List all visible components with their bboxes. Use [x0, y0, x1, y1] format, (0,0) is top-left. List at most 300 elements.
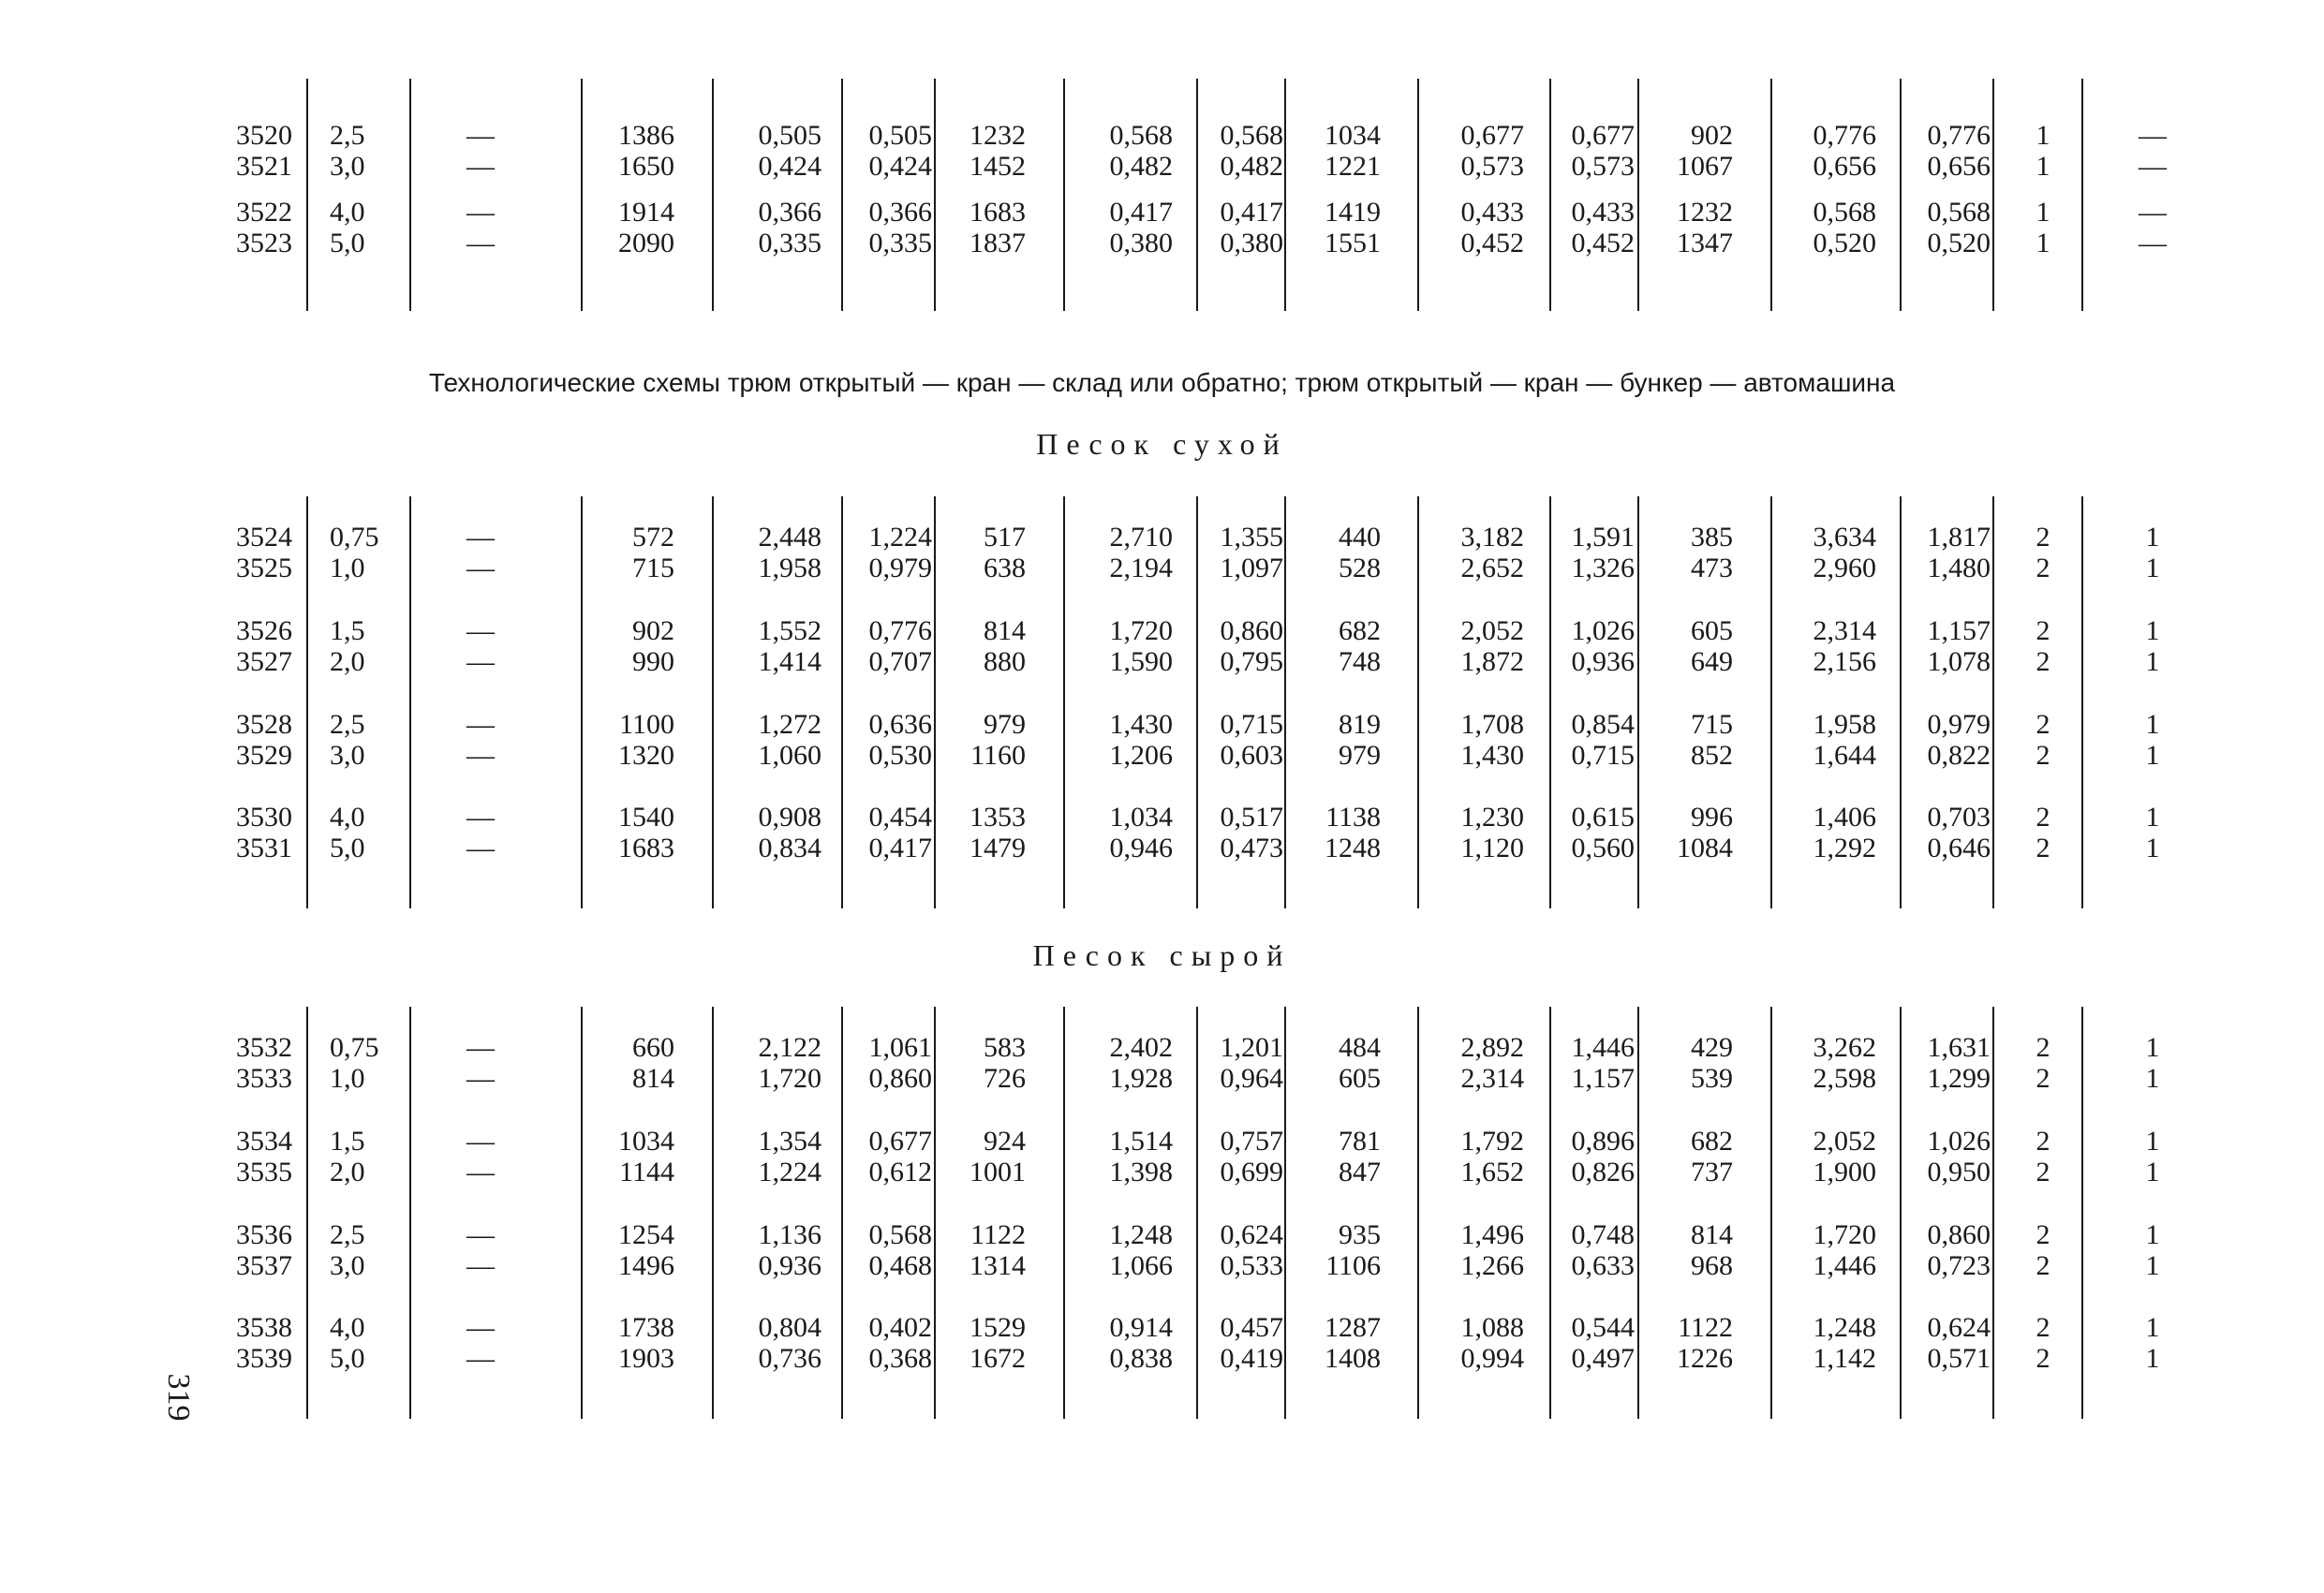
- cell-norm-c2: 1,026: [1571, 615, 1635, 646]
- cell-norm-b1: 1,514: [1109, 1126, 1173, 1157]
- cell-norm-b2: 1,097: [1220, 553, 1283, 583]
- table-row: [0, 832, 2324, 865]
- cell-norm-b1: 2,710: [1109, 522, 1173, 553]
- cell-output-a: 990: [632, 646, 674, 677]
- cell-depth-value: 3,0: [330, 740, 365, 771]
- table-row: [0, 1311, 2324, 1345]
- cell-dash-mark: —: [466, 615, 495, 646]
- cell-dash-mark: —: [466, 1250, 495, 1281]
- cell-output-d: 385: [1691, 522, 1733, 553]
- cell-depth-value: 1,0: [330, 1063, 365, 1094]
- cell-dash-mark: —: [466, 120, 495, 151]
- cell-aux-count: 1: [2145, 615, 2160, 646]
- cell-norm-a2: 0,424: [868, 151, 932, 182]
- cell-norm-a2: 0,366: [868, 197, 932, 228]
- cell-norm-a2: 0,468: [868, 1250, 932, 1281]
- cell-norm-d1: 0,776: [1813, 120, 1876, 151]
- cell-output-c: 1419: [1325, 197, 1381, 228]
- cell-output-d: 968: [1691, 1250, 1733, 1281]
- cell-output-b: 979: [984, 709, 1026, 740]
- cell-output-d: 1347: [1677, 228, 1733, 258]
- cell-norm-d2: 0,822: [1927, 740, 1991, 771]
- cell-output-d: 473: [1691, 553, 1733, 583]
- cell-crew-count: 2: [2035, 1312, 2050, 1343]
- cell-norm-b1: 1,720: [1109, 615, 1173, 646]
- cell-dash-mark: —: [466, 1219, 495, 1250]
- cell-norm-d1: 2,314: [1813, 615, 1876, 646]
- cell-norm-d2: 0,568: [1927, 197, 1991, 228]
- cell-norm-b2: 0,964: [1220, 1063, 1283, 1094]
- cell-output-d: 1067: [1677, 151, 1733, 182]
- cell-norm-b1: 1,248: [1109, 1219, 1173, 1250]
- cell-depth-value: 4,0: [330, 197, 365, 228]
- cell-output-d: 737: [1691, 1157, 1733, 1187]
- cell-output-c: 682: [1339, 615, 1381, 646]
- cell-norm-b2: 0,624: [1220, 1219, 1283, 1250]
- cell-aux-count: —: [2139, 197, 2167, 228]
- cell-output-c: 440: [1339, 522, 1381, 553]
- table-row: [0, 645, 2324, 679]
- cell-norm-d1: 1,248: [1813, 1312, 1876, 1343]
- cell-output-b: 1672: [970, 1343, 1026, 1374]
- cell-norm-d2: 0,776: [1927, 120, 1991, 151]
- cell-output-c: 528: [1339, 553, 1381, 583]
- cell-row-number: 3538: [236, 1312, 292, 1343]
- cell-norm-d1: 1,958: [1813, 709, 1876, 740]
- cell-norm-d2: 1,157: [1927, 615, 1991, 646]
- cell-output-c: 1221: [1325, 151, 1381, 182]
- column-rule: [306, 79, 308, 311]
- cell-norm-a1: 0,834: [758, 833, 822, 863]
- cell-crew-count: 2: [2035, 522, 2050, 553]
- cell-row-number: 3532: [236, 1032, 292, 1063]
- cell-norm-a2: 0,417: [868, 833, 932, 863]
- cell-output-b: 814: [984, 615, 1026, 646]
- cell-output-d: 429: [1691, 1032, 1733, 1063]
- cell-norm-d1: 2,052: [1813, 1126, 1876, 1157]
- cell-output-b: 880: [984, 646, 1026, 677]
- column-rule: [1284, 79, 1286, 311]
- table-row: [0, 552, 2324, 585]
- column-rule: [1992, 79, 1994, 311]
- cell-output-d: 539: [1691, 1063, 1733, 1094]
- cell-norm-c1: 1,088: [1460, 1312, 1524, 1343]
- cell-norm-d1: 0,656: [1813, 151, 1876, 182]
- cell-crew-count: 2: [2035, 615, 2050, 646]
- cell-norm-c1: 1,266: [1460, 1250, 1524, 1281]
- cell-aux-count: 1: [2145, 833, 2160, 863]
- cell-norm-a1: 1,552: [758, 615, 822, 646]
- cell-norm-d2: 0,624: [1927, 1312, 1991, 1343]
- cell-output-b: 924: [984, 1126, 1026, 1157]
- cell-norm-a2: 0,979: [868, 553, 932, 583]
- cell-aux-count: 1: [2145, 1032, 2160, 1063]
- page-number: 319: [161, 1373, 196, 1422]
- cell-norm-b1: 1,206: [1109, 740, 1173, 771]
- cell-output-c: 748: [1339, 646, 1381, 677]
- cell-output-b: 517: [984, 522, 1026, 553]
- cell-norm-a1: 0,804: [758, 1312, 822, 1343]
- column-rule: [1063, 79, 1065, 311]
- cell-norm-b2: 0,715: [1220, 709, 1283, 740]
- cell-output-a: 2090: [618, 228, 674, 258]
- cell-norm-c1: 2,314: [1460, 1063, 1524, 1094]
- table-row: [0, 739, 2324, 773]
- cell-norm-d2: 0,656: [1927, 151, 1991, 182]
- cell-norm-a1: 1,354: [758, 1126, 822, 1157]
- cell-output-c: 819: [1339, 709, 1381, 740]
- cell-depth-value: 2,0: [330, 1157, 365, 1187]
- cell-norm-b2: 0,533: [1220, 1250, 1283, 1281]
- cell-dash-mark: —: [466, 553, 495, 583]
- cell-output-b: 638: [984, 553, 1026, 583]
- cell-depth-value: 2,5: [330, 120, 365, 151]
- cell-norm-c2: 0,854: [1571, 709, 1635, 740]
- cell-depth-value: 0,75: [330, 1032, 379, 1063]
- cell-norm-b2: 0,380: [1220, 228, 1283, 258]
- cell-aux-count: 1: [2145, 522, 2160, 553]
- cell-output-c: 1287: [1325, 1312, 1381, 1343]
- cell-dash-mark: —: [466, 1063, 495, 1094]
- table-row: [0, 1156, 2324, 1189]
- cell-output-c: 1551: [1325, 228, 1381, 258]
- cell-norm-c2: 0,715: [1571, 740, 1635, 771]
- cell-aux-count: 1: [2145, 709, 2160, 740]
- cell-crew-count: 1: [2035, 228, 2050, 258]
- cell-norm-a1: 1,414: [758, 646, 822, 677]
- cell-aux-count: 1: [2145, 1343, 2160, 1374]
- cell-output-c: 1248: [1325, 833, 1381, 863]
- cell-output-a: 660: [632, 1032, 674, 1063]
- cell-depth-value: 5,0: [330, 1343, 365, 1374]
- cell-norm-b1: 0,568: [1109, 120, 1173, 151]
- cell-row-number: 3530: [236, 802, 292, 833]
- cell-depth-value: 3,0: [330, 151, 365, 182]
- cell-norm-d2: 1,299: [1927, 1063, 1991, 1094]
- cell-output-b: 1232: [970, 120, 1026, 151]
- table-row: [0, 614, 2324, 648]
- cell-row-number: 3522: [236, 197, 292, 228]
- column-rule: [409, 79, 411, 311]
- cell-norm-c2: 0,544: [1571, 1312, 1635, 1343]
- cell-aux-count: —: [2139, 120, 2167, 151]
- cell-row-number: 3529: [236, 740, 292, 771]
- cell-output-d: 852: [1691, 740, 1733, 771]
- cell-output-a: 1320: [618, 740, 674, 771]
- cell-output-a: 1738: [618, 1312, 674, 1343]
- cell-dash-mark: —: [466, 1157, 495, 1187]
- cell-aux-count: 1: [2145, 1312, 2160, 1343]
- cell-aux-count: 1: [2145, 646, 2160, 677]
- cell-norm-d2: 1,817: [1927, 522, 1991, 553]
- cell-norm-d1: 2,598: [1813, 1063, 1876, 1094]
- cell-norm-b2: 0,568: [1220, 120, 1283, 151]
- cell-aux-count: 1: [2145, 740, 2160, 771]
- cell-output-b: 1353: [970, 802, 1026, 833]
- cell-depth-value: 2,5: [330, 709, 365, 740]
- cell-norm-c1: 2,052: [1460, 615, 1524, 646]
- cell-aux-count: 1: [2145, 553, 2160, 583]
- cell-output-d: 605: [1691, 615, 1733, 646]
- column-rule: [1770, 79, 1772, 311]
- cell-norm-b2: 0,757: [1220, 1126, 1283, 1157]
- cell-norm-d2: 1,078: [1927, 646, 1991, 677]
- cell-norm-d1: 1,900: [1813, 1157, 1876, 1187]
- cell-norm-a2: 0,860: [868, 1063, 932, 1094]
- cell-row-number: 3526: [236, 615, 292, 646]
- cell-norm-a1: 2,448: [758, 522, 822, 553]
- cell-norm-b2: 0,473: [1220, 833, 1283, 863]
- cell-norm-d2: 0,571: [1927, 1343, 1991, 1374]
- cell-crew-count: 1: [2035, 120, 2050, 151]
- cell-norm-b2: 0,457: [1220, 1312, 1283, 1343]
- cell-norm-c2: 0,452: [1571, 228, 1635, 258]
- cell-norm-b1: 1,066: [1109, 1250, 1173, 1281]
- cell-norm-a1: 1,136: [758, 1219, 822, 1250]
- cell-norm-c2: 0,573: [1571, 151, 1635, 182]
- cell-norm-b2: 0,603: [1220, 740, 1283, 771]
- table-row: [0, 1062, 2324, 1096]
- cell-output-a: 1144: [619, 1157, 674, 1187]
- cell-norm-c1: 0,573: [1460, 151, 1524, 182]
- cell-norm-d1: 1,446: [1813, 1250, 1876, 1281]
- cell-row-number: 3520: [236, 120, 292, 151]
- cell-depth-value: 0,75: [330, 522, 379, 553]
- table-row: [0, 150, 2324, 184]
- cell-dash-mark: —: [466, 646, 495, 677]
- cell-output-b: 726: [984, 1063, 1026, 1094]
- cell-norm-a2: 0,636: [868, 709, 932, 740]
- cell-norm-c1: 2,892: [1460, 1032, 1524, 1063]
- cell-norm-b1: 1,928: [1109, 1063, 1173, 1094]
- table-row: [0, 1031, 2324, 1065]
- cell-dash-mark: —: [466, 802, 495, 833]
- cell-output-b: 1122: [970, 1219, 1026, 1250]
- cell-output-a: 1540: [618, 802, 674, 833]
- cell-norm-a2: 0,707: [868, 646, 932, 677]
- cell-dash-mark: —: [466, 709, 495, 740]
- cell-norm-c2: 0,560: [1571, 833, 1635, 863]
- cell-norm-a2: 1,061: [868, 1032, 932, 1063]
- cell-norm-a1: 1,720: [758, 1063, 822, 1094]
- cell-dash-mark: —: [466, 197, 495, 228]
- cell-norm-c1: 1,430: [1460, 740, 1524, 771]
- column-rule: [2081, 79, 2083, 311]
- cell-norm-c1: 2,652: [1460, 553, 1524, 583]
- cell-crew-count: 2: [2035, 646, 2050, 677]
- cell-row-number: 3523: [236, 228, 292, 258]
- cell-norm-b1: 0,417: [1109, 197, 1173, 228]
- cell-norm-d2: 0,950: [1927, 1157, 1991, 1187]
- cell-crew-count: 2: [2035, 1219, 2050, 1250]
- cell-output-a: 1914: [618, 197, 674, 228]
- cell-dash-mark: —: [466, 228, 495, 258]
- cell-norm-a1: 0,505: [758, 120, 822, 151]
- cell-aux-count: 1: [2145, 1250, 2160, 1281]
- column-rule: [712, 79, 714, 311]
- cell-crew-count: 2: [2035, 1126, 2050, 1157]
- cell-norm-c1: 0,433: [1460, 197, 1524, 228]
- cell-crew-count: 2: [2035, 802, 2050, 833]
- cell-norm-c2: 0,748: [1571, 1219, 1635, 1250]
- cell-norm-c1: 1,792: [1460, 1126, 1524, 1157]
- cell-norm-a2: 0,335: [868, 228, 932, 258]
- cell-norm-a1: 0,366: [758, 197, 822, 228]
- cell-norm-a2: 0,402: [868, 1312, 932, 1343]
- cell-depth-value: 1,5: [330, 615, 365, 646]
- cell-crew-count: 2: [2035, 740, 2050, 771]
- cell-output-a: 1034: [618, 1126, 674, 1157]
- cell-norm-c2: 0,677: [1571, 120, 1635, 151]
- cell-row-number: 3534: [236, 1126, 292, 1157]
- cell-norm-c2: 0,433: [1571, 197, 1635, 228]
- cell-norm-d1: 1,292: [1813, 833, 1876, 863]
- cell-output-a: 715: [632, 553, 674, 583]
- cell-norm-a1: 1,272: [758, 709, 822, 740]
- cell-norm-b1: 1,590: [1109, 646, 1173, 677]
- cell-norm-c2: 1,446: [1571, 1032, 1635, 1063]
- cell-output-d: 1084: [1677, 833, 1733, 863]
- cell-output-d: 996: [1691, 802, 1733, 833]
- cell-norm-a1: 0,335: [758, 228, 822, 258]
- cell-norm-a1: 2,122: [758, 1032, 822, 1063]
- cell-norm-a2: 0,612: [868, 1157, 932, 1187]
- cell-dash-mark: —: [466, 1032, 495, 1063]
- cell-norm-b2: 0,419: [1220, 1343, 1283, 1374]
- cell-output-c: 935: [1339, 1219, 1381, 1250]
- cell-dash-mark: —: [466, 151, 495, 182]
- cell-output-d: 1226: [1677, 1343, 1733, 1374]
- cell-norm-a2: 0,454: [868, 802, 932, 833]
- cell-crew-count: 2: [2035, 1157, 2050, 1187]
- cell-norm-b1: 1,034: [1109, 802, 1173, 833]
- column-rule: [1637, 79, 1639, 311]
- cell-output-d: 814: [1691, 1219, 1733, 1250]
- cell-norm-d2: 0,979: [1927, 709, 1991, 740]
- cell-norm-c1: 3,182: [1460, 522, 1524, 553]
- cell-row-number: 3528: [236, 709, 292, 740]
- table-row: [0, 708, 2324, 742]
- table-row: [0, 1342, 2324, 1376]
- cell-norm-a2: 0,568: [868, 1219, 932, 1250]
- cell-aux-count: —: [2139, 228, 2167, 258]
- cell-aux-count: 1: [2145, 1219, 2160, 1250]
- cell-norm-b1: 0,946: [1109, 833, 1173, 863]
- cell-norm-c2: 0,615: [1571, 802, 1635, 833]
- cell-output-d: 902: [1691, 120, 1733, 151]
- cell-norm-a1: 0,424: [758, 151, 822, 182]
- cell-dash-mark: —: [466, 833, 495, 863]
- section-heading-wet-sand: Песок сырой: [1032, 938, 1292, 972]
- cell-output-d: 1232: [1677, 197, 1733, 228]
- cell-norm-b1: 0,838: [1109, 1343, 1173, 1374]
- cell-row-number: 3536: [236, 1219, 292, 1250]
- cell-norm-b2: 1,355: [1220, 522, 1283, 553]
- cell-depth-value: 4,0: [330, 1312, 365, 1343]
- cell-norm-a2: 0,776: [868, 615, 932, 646]
- cell-norm-d2: 0,860: [1927, 1219, 1991, 1250]
- scheme-heading: Технологические схемы трюм открытый — кран — склад или обратно; трюм открытый — кран — бункер — автомашина: [428, 368, 1896, 397]
- cell-crew-count: 2: [2035, 1032, 2050, 1063]
- column-rule: [1417, 79, 1419, 311]
- cell-norm-c1: 1,496: [1460, 1219, 1524, 1250]
- cell-norm-a1: 1,224: [758, 1157, 822, 1187]
- cell-norm-d2: 1,480: [1927, 553, 1991, 583]
- cell-norm-b2: 0,699: [1220, 1157, 1283, 1187]
- cell-norm-c1: 1,230: [1460, 802, 1524, 833]
- cell-norm-b1: 0,380: [1109, 228, 1173, 258]
- cell-norm-a2: 1,224: [868, 522, 932, 553]
- cell-norm-b2: 1,201: [1220, 1032, 1283, 1063]
- cell-output-b: 583: [984, 1032, 1026, 1063]
- cell-crew-count: 2: [2035, 1343, 2050, 1374]
- cell-norm-a2: 0,677: [868, 1126, 932, 1157]
- cell-depth-value: 2,5: [330, 1219, 365, 1250]
- cell-output-a: 1683: [618, 833, 674, 863]
- cell-output-c: 1408: [1325, 1343, 1381, 1374]
- cell-depth-value: 5,0: [330, 228, 365, 258]
- cell-output-a: 1903: [618, 1343, 674, 1374]
- cell-norm-b2: 0,417: [1220, 197, 1283, 228]
- cell-row-number: 3525: [236, 553, 292, 583]
- cell-norm-d1: 2,156: [1813, 646, 1876, 677]
- cell-row-number: 3539: [236, 1343, 292, 1374]
- cell-norm-d2: 0,646: [1927, 833, 1991, 863]
- cell-dash-mark: —: [466, 1343, 495, 1374]
- cell-output-a: 1254: [618, 1219, 674, 1250]
- cell-dash-mark: —: [466, 1312, 495, 1343]
- cell-norm-c2: 0,896: [1571, 1126, 1635, 1157]
- cell-dash-mark: —: [466, 1126, 495, 1157]
- cell-norm-c2: 1,326: [1571, 553, 1635, 583]
- cell-output-c: 979: [1339, 740, 1381, 771]
- cell-crew-count: 1: [2035, 197, 2050, 228]
- cell-aux-count: 1: [2145, 802, 2160, 833]
- cell-output-a: 572: [632, 522, 674, 553]
- cell-norm-a1: 0,736: [758, 1343, 822, 1374]
- cell-norm-b1: 2,402: [1109, 1032, 1173, 1063]
- table-row: [0, 227, 2324, 260]
- cell-output-c: 1034: [1325, 120, 1381, 151]
- table-row: [0, 801, 2324, 834]
- section-heading-dry-sand: Песок сухой: [1036, 427, 1288, 461]
- cell-crew-count: 2: [2035, 1063, 2050, 1094]
- cell-crew-count: 2: [2035, 1250, 2050, 1281]
- cell-output-a: 814: [632, 1063, 674, 1094]
- cell-depth-value: 2,0: [330, 646, 365, 677]
- cell-norm-b1: 1,398: [1109, 1157, 1173, 1187]
- cell-norm-b2: 0,860: [1220, 615, 1283, 646]
- cell-norm-a1: 1,958: [758, 553, 822, 583]
- cell-norm-b1: 0,914: [1109, 1312, 1173, 1343]
- cell-norm-c2: 0,633: [1571, 1250, 1635, 1281]
- cell-norm-c2: 0,497: [1571, 1343, 1635, 1374]
- cell-output-a: 1100: [619, 709, 674, 740]
- cell-output-c: 484: [1339, 1032, 1381, 1063]
- table-row: [0, 119, 2324, 153]
- cell-norm-c2: 1,157: [1571, 1063, 1635, 1094]
- cell-norm-d2: 0,520: [1927, 228, 1991, 258]
- cell-norm-d1: 3,262: [1813, 1032, 1876, 1063]
- cell-norm-b2: 0,482: [1220, 151, 1283, 182]
- cell-output-c: 847: [1339, 1157, 1381, 1187]
- table-row: [0, 1218, 2324, 1252]
- cell-output-a: 1650: [618, 151, 674, 182]
- cell-norm-b1: 1,430: [1109, 709, 1173, 740]
- cell-norm-d1: 3,634: [1813, 522, 1876, 553]
- cell-depth-value: 1,0: [330, 553, 365, 583]
- cell-norm-c1: 1,708: [1460, 709, 1524, 740]
